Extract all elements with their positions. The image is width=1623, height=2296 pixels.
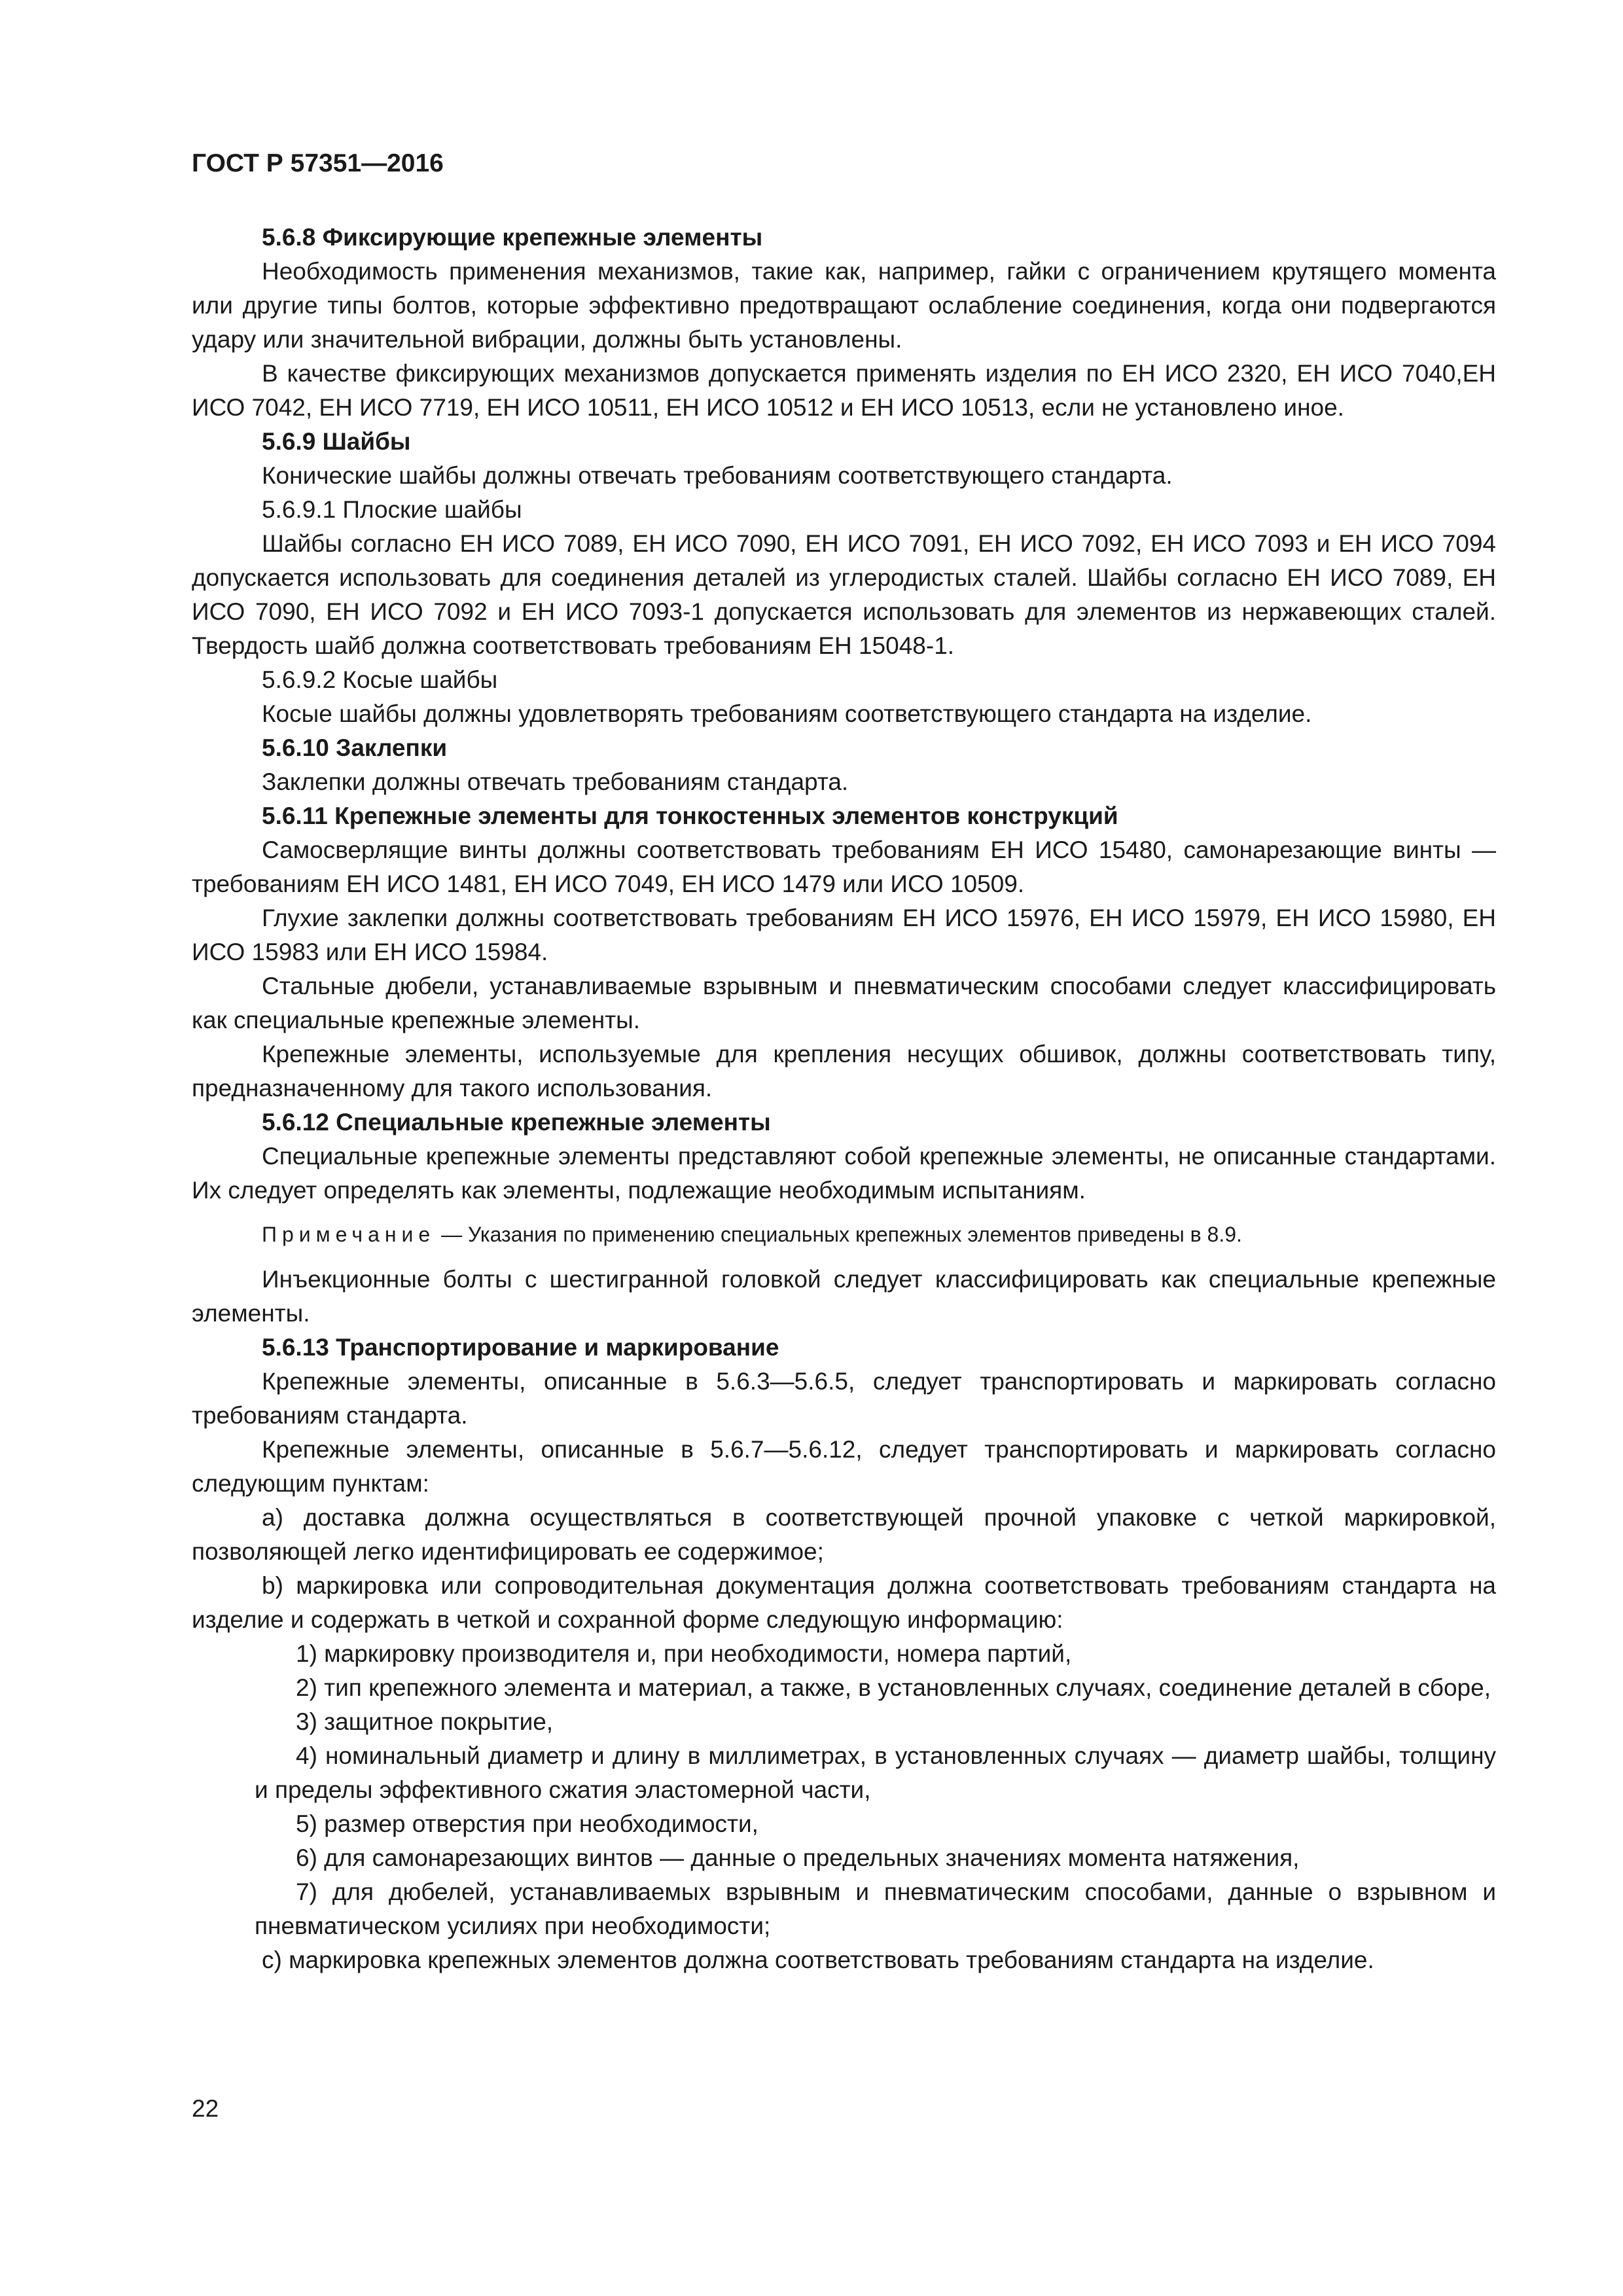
- paragraph: В качестве фиксирующих механизмов допускается применять изделия по ЕН ИСО 2320, ЕН ИСО 7040,ЕН ИСО 7042, ЕН ИСО 7719, ЕН ИСО 10511, ЕН ИСО 10512 и ЕН ИСО 10513, если не установлено иное.: [192, 360, 1496, 421]
- paragraph: Стальные дюбели, устанавливаемые взрывным и пневматическим способами следует классифицировать как специальные крепежные элементы.: [192, 973, 1496, 1033]
- list-item-b2: 2) тип крепежного элемента и материал, а также, в установленных случаях, соединение деталей в сборе,: [296, 1674, 1491, 1701]
- section-heading-5-6-8: 5.6.8 Фиксирующие крепежные элементы: [262, 224, 763, 251]
- list-item-b: b) маркировка или сопроводительная документация должна соответствовать требованиям стандарта на изделие и содержать в четкой и сохранной форме следующую информацию:: [192, 1572, 1496, 1633]
- section-heading-5-6-12: 5.6.12 Специальные крепежные элементы: [262, 1109, 771, 1136]
- list-item-c: c) маркировка крепежных элементов должна соответствовать требованиям стандарта на изделие.: [262, 1946, 1374, 1973]
- list-item-b6: 6) для самонарезающих винтов — данные о предельных значениях момента натяжения,: [296, 1844, 1300, 1871]
- document-id-header: ГОСТ Р 57351—2016: [192, 149, 444, 177]
- paragraph: Необходимость применения механизмов, такие как, например, гайки с ограничением крутящего момента или другие типы болтов, которые эффективно предотвращают ослабление соединения, когда они подвергаются удару или значительной вибрации, должны быть установлены.: [192, 258, 1496, 353]
- paragraph: Специальные крепежные элементы представляют собой крепежные элементы, не описанные стандартами. Их следует определять как элементы, подлежащие необходимым испытаниям.: [192, 1143, 1496, 1204]
- paragraph: Крепежные элементы, используемые для крепления несущих обшивок, должны соответствовать типу, предназначенному для такого использования.: [192, 1041, 1496, 1102]
- paragraph: Конические шайбы должны отвечать требованиям соответствующего стандарта.: [262, 462, 1173, 489]
- list-item-b7: 7) для дюбелей, устанавливаемых взрывным и пневматическим способами, данные о взрывном и пневматическом усилиях при необходимости;: [255, 1878, 1496, 1939]
- paragraph: Крепежные элементы, описанные в 5.6.7—5.6.12, следует транспортировать и маркировать согласно следующим пунктам:: [192, 1436, 1496, 1497]
- paragraph: Самосверлящие винты должны соответствовать требованиям ЕН ИСО 15480, самонарезающие винты — требованиям ЕН ИСО 1481, ЕН ИСО 7049, ЕН ИСО 1479 или ИСО 10509.: [192, 836, 1496, 897]
- list-item-b5: 5) размер отверстия при необходимости,: [296, 1810, 758, 1837]
- paragraph: Заклепки должны отвечать требованиям стандарта.: [262, 768, 849, 795]
- note-label: Примечание: [262, 1223, 436, 1246]
- page-number: 22: [192, 2095, 219, 2122]
- document-body: [192, 221, 1496, 1977]
- list-item-b1: 1) маркировку производителя и, при необходимости, номера партий,: [296, 1640, 1072, 1667]
- list-item-b3: 3) защитное покрытие,: [296, 1708, 554, 1735]
- subsection-heading-5-6-9-2: 5.6.9.2 Косые шайбы: [262, 666, 498, 693]
- paragraph: Инъекционные болты с шестигранной головкой следует классифицировать как специальные крепежные элементы.: [192, 1266, 1496, 1327]
- paragraph: Глухие заклепки должны соответствовать требованиям ЕН ИСО 15976, ЕН ИСО 15979, ЕН ИСО 15980, ЕН ИСО 15983 или ЕН ИСО 15984.: [192, 905, 1496, 965]
- note: [192, 1219, 1496, 1249]
- list-item-b4: 4) номинальный диаметр и длину в миллиметрах, в установленных случаях — диаметр шайбы, толщину и пределы эффективного сжатия эластомерной части,: [255, 1742, 1496, 1803]
- subsection-heading-5-6-9-1: 5.6.9.1 Плоские шайбы: [262, 496, 522, 523]
- paragraph: Косые шайбы должны удовлетворять требованиям соответствующего стандарта на изделие.: [262, 700, 1312, 727]
- paragraph: Крепежные элементы, описанные в 5.6.3—5.6.5, следует транспортировать и маркировать согласно требованиям стандарта.: [192, 1368, 1496, 1429]
- section-heading-5-6-13: 5.6.13 Транспортирование и маркирование: [262, 1334, 779, 1361]
- list-item-a: а) доставка должна осуществляться в соответствующей прочной упаковке с четкой маркировкой, позволяющей легко идентифицировать ее содержимое;: [192, 1504, 1496, 1565]
- section-heading-5-6-10: 5.6.10 Заклепки: [262, 734, 448, 761]
- note-text: — Указания по применению специальных крепежных элементов приведены в 8.9.: [435, 1223, 1242, 1246]
- section-heading-5-6-11: 5.6.11 Крепежные элементы для тонкостенных элементов конструкций: [262, 802, 1118, 829]
- section-heading-5-6-9: 5.6.9 Шайбы: [262, 428, 411, 455]
- paragraph: Шайбы согласно ЕН ИСО 7089, ЕН ИСО 7090, ЕН ИСО 7091, ЕН ИСО 7092, ЕН ИСО 7093 и ЕН ИСО 7094 допускается использовать для соединения деталей из углеродистых сталей. Шайбы согласно ЕН ИСО 7089, ЕН ИСО 7090, ЕН ИСО 7092 и ЕН ИСО 7093-1 допускается использовать для элементов из нержавеющих сталей. Твердость шайб должна соответствовать требованиям ЕН 15048-1.: [192, 530, 1496, 659]
